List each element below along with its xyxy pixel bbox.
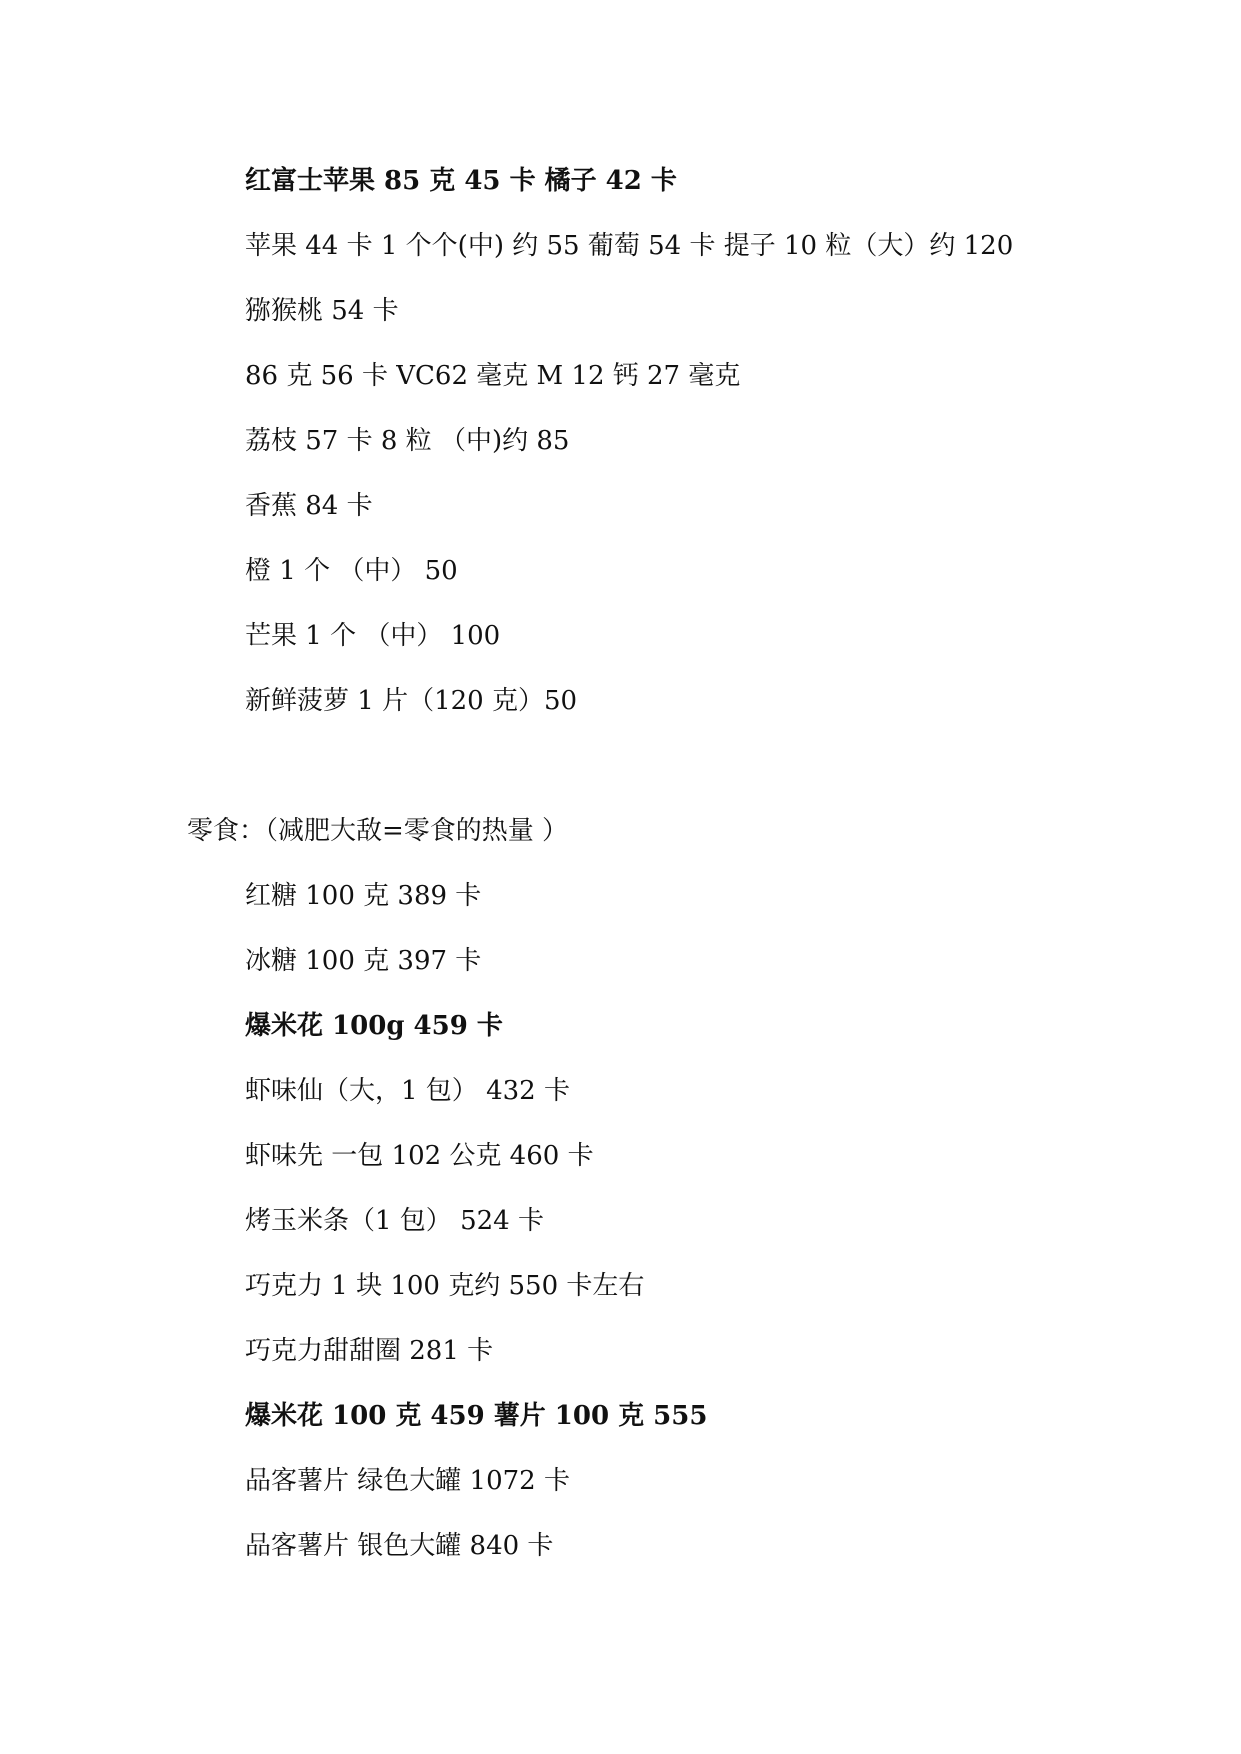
fruit-line-fuji-apple-orange: 红富士苹果 85 克 45 卡 橘子 42 卡 <box>245 166 677 196</box>
snack-line-pringles-silver: 品客薯片 银色大罐 840 卡 <box>245 1531 554 1561</box>
fruit-line-kiwi-nutrients: 86 克 56 卡 VC62 毫克 M 12 钙 27 毫克 <box>245 361 741 391</box>
fruit-line-lychee: 荔枝 57 卡 8 粒 （中)约 85 <box>245 426 570 456</box>
snack-line-chocolate: 巧克力 1 块 100 克约 550 卡左右 <box>245 1271 645 1301</box>
snack-line-shrimp-chips-pack: 虾味先 一包 102 公克 460 卡 <box>245 1141 594 1171</box>
snack-line-popcorn: 爆米花 100g 459 卡 <box>245 1011 503 1041</box>
snack-line-rock-sugar: 冰糖 100 克 397 卡 <box>245 946 482 976</box>
snack-line-pringles-green: 品客薯片 绿色大罐 1072 卡 <box>245 1466 570 1496</box>
fruit-line-kiwi: 猕猴桃 54 卡 <box>245 296 399 326</box>
snack-line-brown-sugar: 红糖 100 克 389 卡 <box>245 881 482 911</box>
snack-line-shrimp-chips-large: 虾味仙（大，1 包） 432 卡 <box>245 1076 570 1106</box>
fruit-line-apple-grape: 苹果 44 卡 1 个个(中) 约 55 葡萄 54 卡 提子 10 粒（大）约 120 <box>245 231 1014 261</box>
fruit-line-pineapple: 新鲜菠萝 1 片（120 克）50 <box>245 686 578 716</box>
fruit-line-mango: 芒果 1 个 （中） 100 <box>245 621 501 651</box>
fruit-line-banana: 香蕉 84 卡 <box>245 491 373 521</box>
fruit-line-orange: 橙 1 个 （中） 50 <box>245 556 458 586</box>
snacks-heading: 零食：（减肥大敌=零食的热量 ） <box>187 816 569 846</box>
snack-line-corn-sticks: 烤玉米条（1 包） 524 卡 <box>245 1206 544 1236</box>
snack-line-chocolate-donut: 巧克力甜甜圈 281 卡 <box>245 1336 494 1366</box>
snack-line-popcorn-chips: 爆米花 100 克 459 薯片 100 克 555 <box>245 1401 708 1431</box>
